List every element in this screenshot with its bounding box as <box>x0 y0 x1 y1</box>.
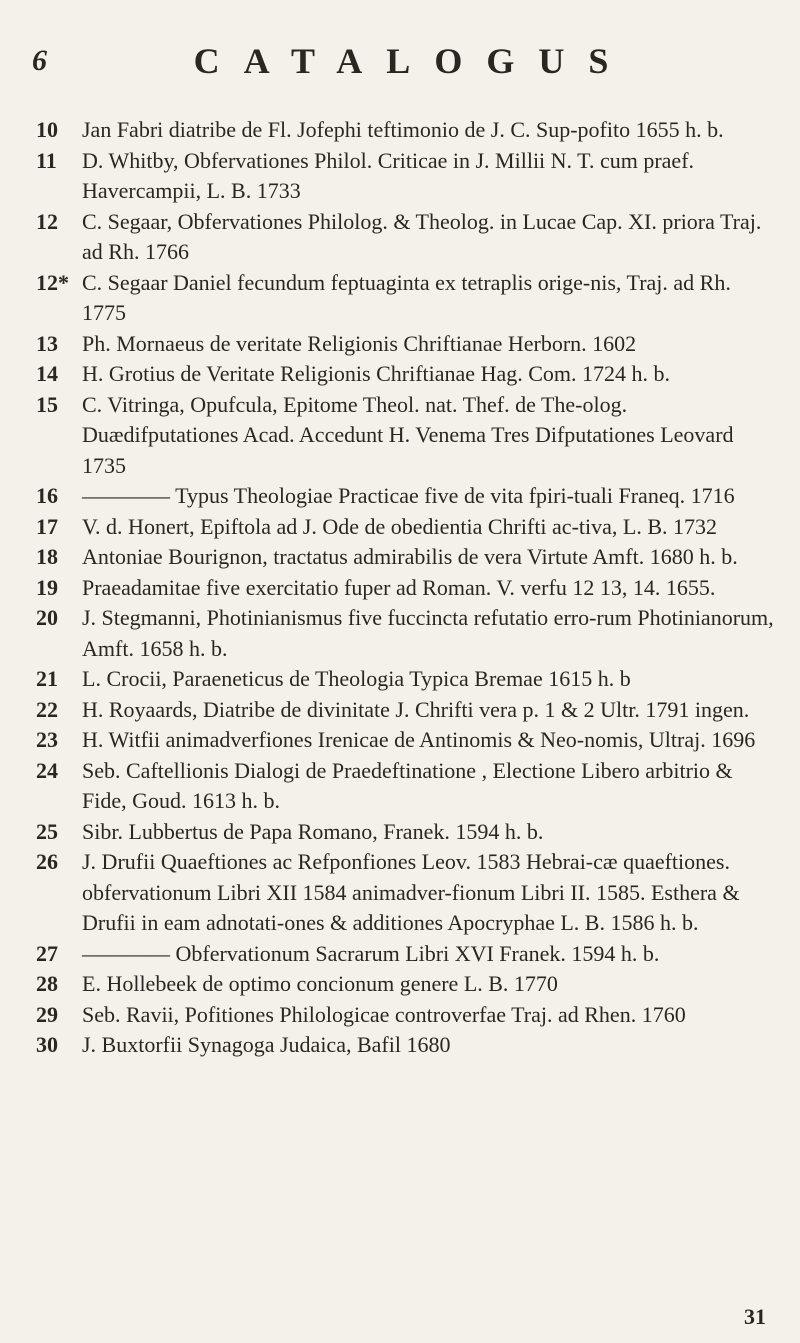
entry-text: J. Drufii Quaeftiones ac Refponfiones Leov. 1583 Hebrai-cæ quaeftiones. obfervationum Libri XII 1584 animadver-fionum Libri II. 1585. Esthera & Drufii in eam adnotati-ones & additiones Apocryphae L. B. 1586 h. b. <box>82 849 740 935</box>
entry-text: Antoniae Bourignon, tractatus admirabilis de vera Virtute Amft. 1680 h. b. <box>82 544 738 569</box>
catalogue-entry <box>36 725 774 756</box>
entry-text: Sibr. Lubbertus de Papa Romano, Franek. 1594 h. b. <box>82 818 544 844</box>
catalogue-entry <box>36 969 774 1000</box>
entry-number: 10 <box>36 117 58 142</box>
entry-number: 24 <box>36 757 58 783</box>
entry-number: 15 <box>36 391 58 417</box>
entry-number: 25 <box>36 818 58 844</box>
entry-number: 27 <box>36 940 58 966</box>
entry-number: 14 <box>36 361 58 386</box>
entry-text: ———— Obfervationum Sacrarum Libri XVI Franek. 1594 h. b. <box>82 940 660 966</box>
catalogue-entry <box>36 817 774 848</box>
entry-text: J. Buxtorfii Synagoga Judaica, Bafil 1680 <box>82 1032 451 1057</box>
entry-text: V. d. Honert, Epiftola ad J. Ode de obedientia Chrifti ac-tiva, L. B. 1732 <box>82 513 718 539</box>
catalogue-entry <box>36 1000 774 1031</box>
entry-text: Ph. Mornaeus de veritate Religionis Chriftianae Herborn. 1602 <box>82 330 637 356</box>
entry-number: 26 <box>36 849 58 874</box>
catalogue-entry <box>36 390 774 482</box>
catalogue-entry <box>36 542 774 573</box>
entry-text: Jan Fabri diatribe de Fl. Jofephi teftimonio de J. C. Sup-pofito 1655 h. b. <box>82 117 724 142</box>
entry-number: 16 <box>36 483 58 508</box>
catalogue-entry <box>36 481 774 512</box>
running-head: CATALOGUS <box>193 41 633 81</box>
catalogue-entry <box>36 756 774 817</box>
catalogue-entry <box>36 695 774 726</box>
catalogue-entry <box>36 146 774 207</box>
entry-number: 20 <box>36 605 58 630</box>
entry-text: C. Segaar, Obfervationes Philolog. & Theolog. in Lucae Cap. XI. priora Traj. ad Rh. 1766 <box>82 208 762 264</box>
entry-number: 28 <box>36 971 58 996</box>
entry-number: 30 <box>36 1032 58 1057</box>
entry-number: 23 <box>36 727 58 752</box>
entry-text: C. Vitringa, Opufcula, Epitome Theol. nat. Thef. de The-olog. Duædifputationes Acad. Accedunt H. Venema Tres Difputationes Leovard 1735 <box>82 391 734 478</box>
catalogue-entry <box>36 115 774 146</box>
entry-text: Praeadamitae five exercitatio fuper ad Roman. V. verfu 12 13, 14. 1655. <box>82 574 716 600</box>
entry-text: H. Grotius de Veritate Religionis Chriftianae Hag. Com. 1724 h. b. <box>82 361 671 386</box>
entry-number: 19 <box>36 574 58 600</box>
page-header <box>0 38 800 92</box>
entry-number: 11 <box>36 147 57 173</box>
entry-text: Seb. Caftellionis Dialogi de Praedeftinatione , Electione Libero arbitrio & Fide, Goud. 1613 h. b. <box>82 757 733 813</box>
entry-number: 17 <box>36 513 58 539</box>
catalogue-entry <box>36 603 774 664</box>
entry-text: Seb. Ravii, Pofitiones Philologicae controverfae Traj. ad Rhen. 1760 <box>82 1001 686 1027</box>
catalogue-entries <box>36 115 774 1061</box>
entry-text: E. Hollebeek de optimo concionum genere L. B. 1770 <box>82 971 558 996</box>
entry-text: ———— Typus Theologiae Practicae five de vita fpiri-tuali Franeq. 1716 <box>82 483 735 508</box>
catalogue-entry <box>36 939 774 970</box>
catalogue-entry <box>36 512 774 543</box>
entry-number: 21 <box>36 666 58 691</box>
entry-text: C. Segaar Daniel fecundum feptuaginta ex tetraplis orige-nis, Traj. ad Rh. 1775 <box>82 269 731 325</box>
catalogue-entry <box>36 268 774 329</box>
entry-text: D. Whitby, Obfervationes Philol. Criticae in J. Millii N. T. cum praef. Havercampii, L. B. 1733 <box>82 147 695 203</box>
catalogue-entry <box>36 329 774 360</box>
catalogue-entry <box>36 1030 774 1061</box>
page-number: 6 <box>32 44 47 77</box>
catalogue-entry <box>36 359 774 390</box>
entry-number: 22 <box>36 696 58 722</box>
catalogue-entry <box>36 664 774 695</box>
entry-text: H. Witfii animadverfiones Irenicae de Antinomis & Neo-nomis, Ultraj. 1696 <box>82 727 756 752</box>
entry-number: 12* <box>36 269 69 295</box>
entry-text: L. Crocii, Paraeneticus de Theologia Typica Bremae 1615 h. b <box>82 666 631 691</box>
catalogue-entry <box>36 207 774 268</box>
catalogue-entry <box>36 573 774 604</box>
entry-text: H. Royaards, Diatribe de divinitate J. Chrifti vera p. 1 & 2 Ultr. 1791 ingen. <box>82 696 750 722</box>
catalogue-entry <box>36 847 774 939</box>
entry-number: 29 <box>36 1001 58 1027</box>
catchword: 31 <box>744 1304 766 1329</box>
entry-number: 12 <box>36 208 58 234</box>
entry-number: 18 <box>36 544 58 569</box>
entry-number: 13 <box>36 330 58 356</box>
entry-text: J. Stegmanni, Photinianismus five fuccincta refutatio erro-rum Photinianorum, Amft. 1658 h. b. <box>82 605 774 661</box>
